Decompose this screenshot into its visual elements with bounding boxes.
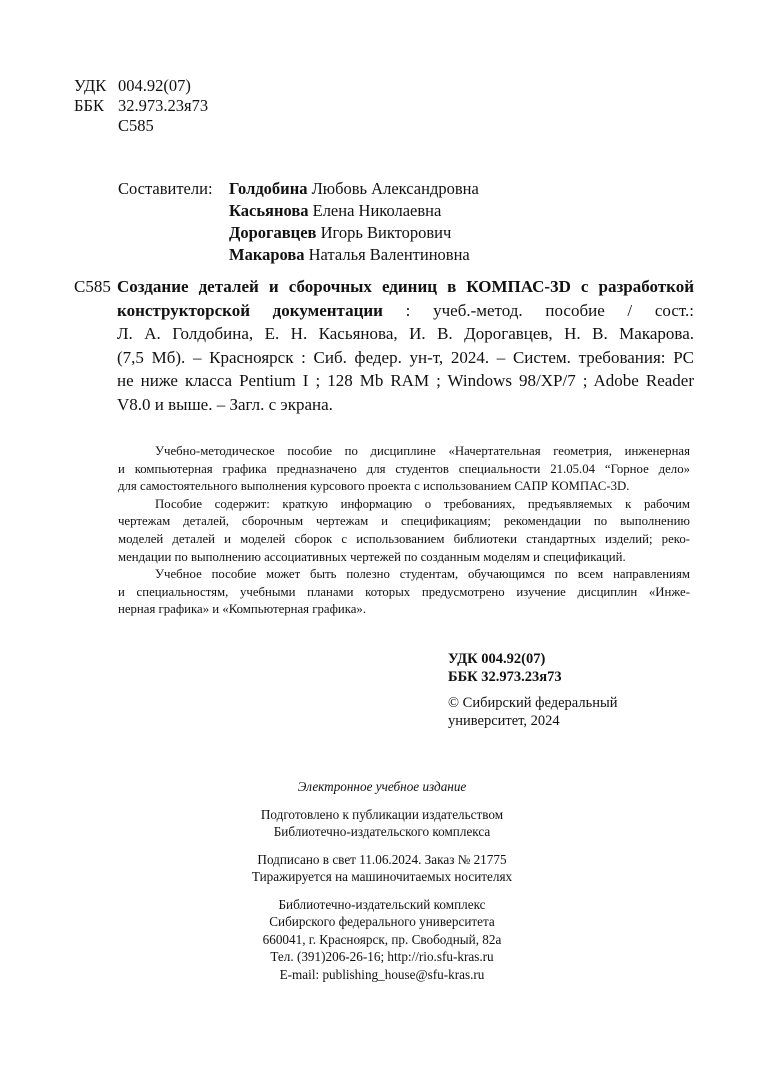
- bbk-value: 32.973.23я73: [118, 96, 209, 115]
- udk-row: [74, 76, 208, 96]
- edition-type: Электронное учебное издание: [297, 779, 467, 794]
- copyright-bbk: ББК 32.973.23я73: [448, 669, 562, 685]
- record-title-line: конструкторской документации : учеб.-метод. пособие / сост.:: [117, 300, 694, 320]
- copyright-udk: УДК 004.92(07): [448, 651, 546, 667]
- udk-value: 004.92(07): [118, 76, 191, 95]
- prepared-line: Библиотечно-издательского комплекса: [273, 824, 491, 839]
- record-code: С585: [74, 277, 111, 296]
- compiler-row: [118, 200, 479, 222]
- signed-line: Подписано в свет 11.06.2024. Заказ № 21775: [257, 851, 507, 867]
- compiler-name: Макарова Наталья Валентиновна: [229, 245, 470, 264]
- record-line: V8.0 и выше. – Загл. с экрана.: [117, 394, 333, 414]
- imprint: [0, 778, 764, 983]
- compiler-row: [118, 222, 479, 244]
- compiler-name: Голдобина Любовь Александровна: [229, 179, 479, 198]
- udk-label: УДК: [74, 76, 107, 95]
- record-line: (7,5 Мб). – Красноярск : Сиб. федер. ун-т, 2024. – Систем. требования: PC: [117, 347, 694, 367]
- classification-block: [74, 76, 208, 136]
- copyright-holder: © Сибирский федеральный: [448, 695, 618, 711]
- bbk-row: [74, 96, 208, 116]
- annotation-paragraph: Учебное пособие может быть полезно студентам, обучающимся по всем направлениям и специальностям, учебными планами которых предусмотрено изучение дисциплин «Инже- нерная графика» и «Компьютерная графика».: [118, 567, 690, 617]
- phone-line: Тел. (391)206-26-16; http://rio.sfu-kras.ru: [270, 949, 494, 964]
- author-sign: С585: [118, 116, 154, 135]
- compiler-name: Дорогавцев Игорь Викторович: [229, 223, 452, 242]
- compiler-row: [118, 178, 479, 200]
- replicated-line: Тиражируется на машиночитаемых носителях: [251, 869, 513, 884]
- bbk-label: ББК: [74, 96, 104, 115]
- annotation-paragraph: Учебно-методическое пособие по дисциплине «Начертательная геометрия, инженерная и компьютерная графика предназначено для студентов специальности 21.05.04 “Горное дело» для самостоятельного выполнения курсового проекта с использованием САПР КОМПАС-3D.: [118, 444, 690, 494]
- compilers-block: [118, 178, 479, 266]
- record-title-line: Создание деталей и сборочных единиц в КОМПАС-3D с разработкой: [117, 277, 694, 296]
- compiler-row: [118, 244, 479, 266]
- address-line: 660041, г. Красноярск, пр. Свободный, 82а: [262, 931, 502, 947]
- copyright-block: [448, 650, 617, 730]
- record-line: не ниже класса Pentium I ; 128 Mb RAM ; Windows 98/XP/7 ; Adobe Reader: [117, 371, 694, 390]
- email-line: E-mail: publishing_house@sfu-kras.ru: [279, 966, 485, 982]
- publisher-line: Сибирского федерального университета: [269, 914, 495, 929]
- bibliographic-record: [74, 275, 694, 416]
- prepared-line: Подготовлено к публикации издательством: [260, 806, 504, 822]
- compiler-name: Касьянова Елена Николаевна: [229, 201, 442, 220]
- record-line: Л. А. Голдобина, Е. Н. Касьянова, И. В. Дорогавцев, Н. В. Макарова.: [117, 324, 694, 343]
- copyright-year: университет, 2024: [448, 713, 560, 729]
- publisher-line: Библиотечно-издательский комплекс: [278, 896, 486, 912]
- annotation: [118, 443, 690, 619]
- author-sign-row: [74, 116, 208, 136]
- annotation-paragraph: Пособие содержит: краткую информацию о требованиях, предъявляемых к рабочим чертежам деталей, сборочным чертежам и спецификациям; рекомендации по выполнению моделей деталей и моделей сборок с использованием библиотеки стандартных изделий; реко- мендации по выполнению ассоциативных чертежей по созданным моделям и спецификаций.: [118, 496, 690, 564]
- record-body: [117, 275, 694, 416]
- compilers-label: Составители:: [118, 179, 213, 198]
